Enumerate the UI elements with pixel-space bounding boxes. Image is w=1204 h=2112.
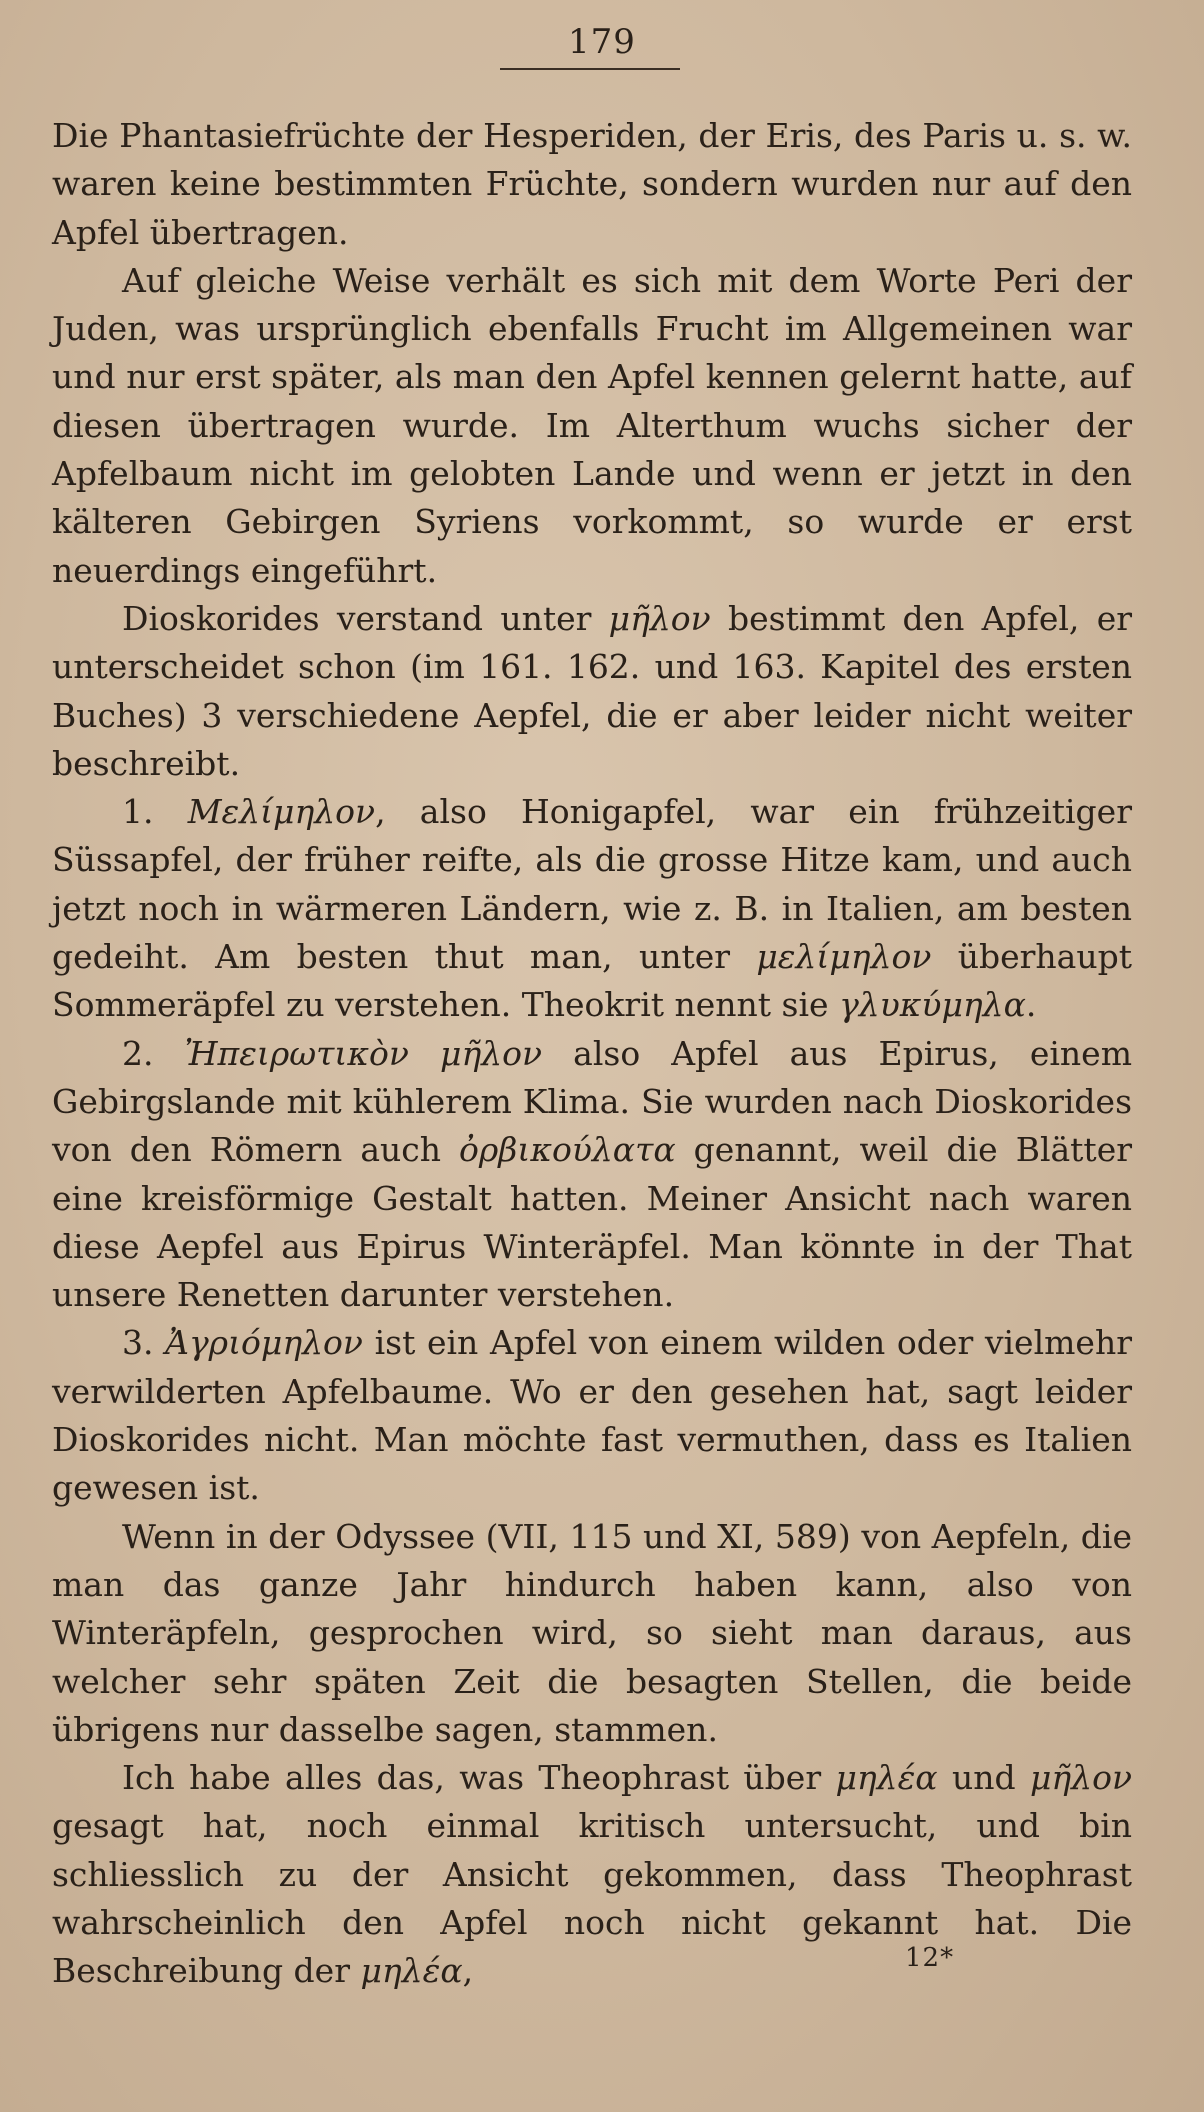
- paragraph: [52, 1513, 1132, 1754]
- greek-term: μηλέα: [360, 1951, 463, 1991]
- greek-term: μῆλον: [608, 598, 711, 638]
- text-run: Ich habe alles das, was Theophrast über: [122, 1758, 836, 1798]
- greek-term: γλυκύμηλα: [839, 985, 1026, 1025]
- greek-term: Ἠπειρωτικὸν μῆλον: [184, 1033, 543, 1073]
- paragraph: [52, 788, 1132, 1029]
- text-run: 1.: [122, 792, 188, 832]
- paragraph: [52, 1030, 1132, 1320]
- body-text: [52, 112, 1132, 1996]
- text-run: also Apfel aus Epirus, einem Gebirgslande mit kühlerem Klima. Sie wurden nach Dioskorides von den Römern auch: [52, 1033, 1133, 1170]
- header-rule: [500, 68, 680, 70]
- text-run: Auf gleiche Weise verhält es sich mit dem Worte Peri der Juden, was ursprünglich ebenfalls Frucht im Allgemeinen war und nur erst später, als man den Apfel kennen gelernt hatte, auf diesen übertragen wurde. Im Alterthum wuchs sicher der Apfelbaum nicht im gelobten Lande und wenn er jetzt in den kälteren Gebirgen Syriens vorkommt, so wurde er erst neuerdings eingeführt.: [52, 260, 1132, 590]
- text-run: Die Phantasiefrüchte der Hesperiden, der Eris, des Paris u. s. w. waren keine bestimmten Früchte, sondern wurden nur auf den Apfel übertragen.: [52, 116, 1132, 252]
- text-run: genannt, weil die Blätter eine kreisförmige Gestalt hatten. Meiner Ansicht nach waren diese Aepfel aus Epirus Winteräpfel. Man könnte in der That unsere Renetten darunter verstehen.: [52, 1130, 1133, 1315]
- greek-term: μελίμηλον: [756, 937, 932, 977]
- greek-term: Μελίμηλον: [187, 792, 376, 832]
- text-run: ,: [462, 1951, 474, 1991]
- paragraph: [52, 1319, 1132, 1512]
- sheet-signature: 12*: [905, 1943, 955, 1973]
- text-run: und: [937, 1758, 1030, 1798]
- text-run: 2.: [122, 1033, 185, 1073]
- paragraph: [52, 112, 1132, 257]
- text-run: ist ein Apfel von einem wilden oder vielmehr verwilderten Apfelbaume. Wo er den gesehen hat, sagt leider Dioskorides nicht. Man möchte fast vermuthen, dass es Italien gewesen ist.: [52, 1323, 1132, 1508]
- greek-term: Ἀγριόμηλον: [165, 1323, 363, 1363]
- text-run: überhaupt Sommeräpfel zu verstehen. Theokrit nennt sie: [52, 937, 1132, 1025]
- paragraph: [52, 257, 1132, 595]
- text-run: bestimmt den Apfel, er unterscheidet schon (im 161. 162. und 163. Kapitel des ersten Buches) 3 verschiedene Aepfel, die er aber leider nicht weiter beschreibt.: [52, 598, 1132, 783]
- greek-term: μηλέα: [835, 1758, 938, 1798]
- page-number: 179: [568, 22, 636, 62]
- text-run: Dioskorides verstand unter: [122, 598, 609, 638]
- greek-term: μῆλον: [1029, 1758, 1132, 1798]
- text-run: 3.: [122, 1323, 166, 1363]
- paragraph: [52, 595, 1132, 788]
- greek-term: ὀρβικούλατα: [459, 1130, 676, 1170]
- text-run: Wenn in der Odyssee (VII, 115 und XI, 589) von Aepfeln, die man das ganze Jahr hindurch haben kann, also von Winteräpfeln, gesprochen wird, so sieht man daraus, aus welcher sehr späten Zeit die besagten Stellen, die beide übrigens nur dasselbe sagen, stammen.: [52, 1516, 1132, 1749]
- text-run: gesagt hat, noch einmal kritisch untersucht, und bin schliesslich zu der Ansicht gekommen, dass Theophrast wahrscheinlich den Apfel noch nicht gekannt hat. Die Beschreibung der: [52, 1806, 1132, 1991]
- text-run: .: [1025, 985, 1037, 1025]
- text-run: , also Honigapfel, war ein frühzeitiger Süssapfel, der früher reifte, als die grosse Hitze kam, und auch jetzt noch in wärmeren Ländern, wie z. B. in Italien, am besten gedeiht. Am besten thut man, unter: [52, 792, 1132, 977]
- paragraph: [52, 1754, 1132, 1995]
